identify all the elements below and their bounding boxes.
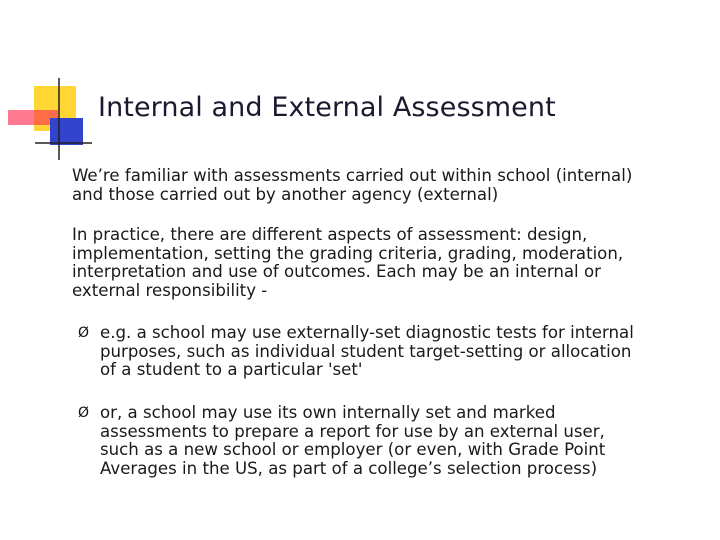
paragraph-2-line: In practice, there are different aspects of assessment: design, bbox=[72, 225, 588, 244]
bullet-item-2 bbox=[100, 404, 700, 478]
bullet-item-line: Averages in the US, as part of a college’s selection process) bbox=[100, 458, 598, 478]
bullet-item-line: e.g. a school may use externally-set diagnostic tests for internal bbox=[100, 323, 634, 342]
paragraph-2-line: external responsibility - bbox=[72, 280, 268, 300]
paragraph-2 bbox=[72, 226, 702, 300]
paragraph-2-line: implementation, setting the grading criteria, grading, moderation, bbox=[72, 243, 624, 263]
bullet-item-line: purposes, such as individual student target-setting or allocation bbox=[100, 341, 632, 361]
arrow-bullet-icon: Ø bbox=[78, 325, 90, 341]
slide-title: Internal and External Assessment bbox=[98, 92, 556, 123]
paragraph-1 bbox=[72, 167, 702, 204]
bullet-item-line: such as a new school or employer (or even, with Grade Point bbox=[100, 440, 606, 460]
paragraph-1-line: and those carried out by another agency (external) bbox=[72, 184, 499, 204]
arrow-bullet-icon: Ø bbox=[78, 405, 90, 421]
title-decoration bbox=[0, 0, 100, 170]
blue-square bbox=[50, 118, 83, 145]
paragraph-1-line: We’re familiar with assessments carried out within school (internal) bbox=[72, 166, 633, 185]
bullet-item-1 bbox=[100, 324, 700, 380]
bullet-item-line: assessments to prepare a report for use by an external user, bbox=[100, 421, 605, 441]
bullet-item-line: or, a school may use its own internally set and marked bbox=[100, 403, 556, 422]
paragraph-2-line: interpretation and use of outcomes. Each may be an internal or bbox=[72, 262, 601, 282]
bullet-item-line: of a student to a particular 'set' bbox=[100, 360, 363, 380]
